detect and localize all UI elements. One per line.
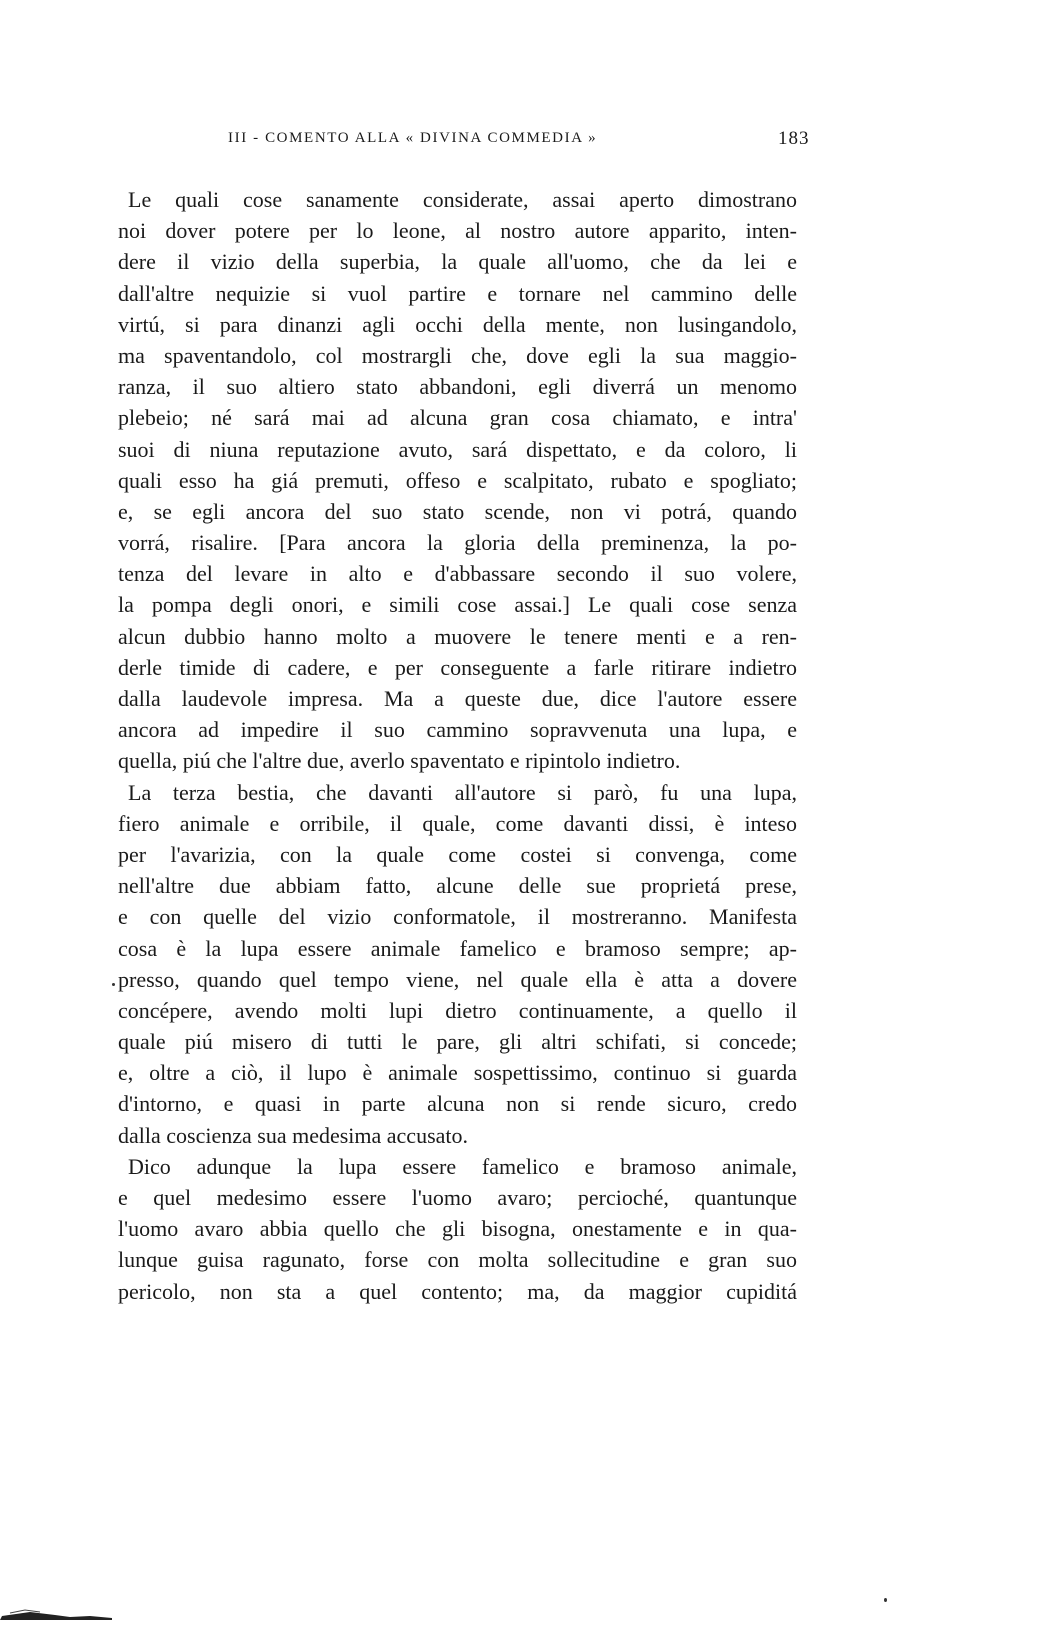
text-line: alcun dubbio hanno molto a muovere le tenere menti e a ren- (118, 623, 797, 649)
text-line: plebeio; né sará mai ad alcuna gran cosa chiamato, e intra' (118, 405, 797, 431)
text-line: ancora ad impedire il suo cammino sopravvenuta una lupa, e (118, 717, 797, 743)
text-line: Le quali cose sanamente considerate, assai aperto dimostrano (128, 187, 797, 212)
text-line: vorrá, risalire. [Para ancora la gloria della preminenza, la po- (118, 530, 797, 556)
text-line: Dico adunque la lupa essere famelico e bramoso animale, (128, 1153, 797, 1179)
text-line: lunque guisa ragunato, forse con molta sollecitudine e gran suo (118, 1247, 797, 1273)
text-line: la pompa degli onori, e simili cose assai.] Le quali cose senza (118, 592, 797, 618)
running-title: III - COMENTO ALLA « DIVINA COMMEDIA » (228, 130, 598, 146)
text-line: fiero animale e orribile, il quale, come davanti dissi, è inteso (118, 810, 797, 836)
text-line: d'intorno, e quasi in parte alcuna non si rende sicuro, credo (118, 1091, 797, 1117)
text-line: dalla laudevole impresa. Ma a queste due, dice l'autore essere (118, 686, 797, 711)
text-line: l'uomo avaro abbia quello che gli bisogna, onestamente e in qua- (118, 1216, 797, 1242)
text-line: tenza del levare in alto e d'abbassare secondo il suo volere, (118, 561, 797, 587)
text-line: ranza, il suo altiero stato abbandoni, egli diverrá un menomo (118, 374, 797, 400)
text-line: dall'altre nequizie si vuol partire e tornare nel cammino delle (118, 280, 797, 306)
print-speck (884, 1598, 887, 1602)
text-line: dalla coscienza sua medesima accusato. (118, 1122, 469, 1148)
text-line: ma spaventandolo, col mostrargli che, dove egli la sua maggio- (118, 342, 797, 368)
text-line: quella, piú che l'altre due, averlo spaventato e ripintolo indietro. (118, 748, 681, 774)
body-text (118, 184, 797, 1307)
text-line: pericolo, non sta a quel contento; ma, da maggior cupiditá (118, 1278, 797, 1304)
text-line: La terza bestia, che davanti all'autore si parò, fu una lupa, (128, 779, 797, 805)
text-line: virtú, si para dinanzi agli occhi della mente, non lusingandolo, (118, 311, 797, 337)
text-line: suoi di niuna reputazione avuto, sará dispettato, e da coloro, li (118, 436, 797, 462)
running-header (0, 130, 1037, 154)
print-speck (112, 983, 115, 986)
text-line: cosa è la lupa essere animale famelico e bramoso sempre; ap- (118, 935, 797, 961)
text-line: e quel medesimo essere l'uomo avaro; percioché, quantunque (118, 1185, 797, 1210)
text-line: e, oltre a ciò, il lupo è animale sospettissimo, continuo si guarda (118, 1060, 797, 1086)
scan-smudge (0, 1606, 115, 1620)
text-line: nell'altre due abbiam fatto, alcune delle sue proprietá prese, (118, 873, 797, 899)
text-line: presso, quando quel tempo viene, nel quale ella è atta a dovere (118, 966, 797, 992)
text-line: e con quelle del vizio conformatole, il mostreranno. Manifesta (118, 904, 797, 930)
text-line: dere il vizio della superbia, la quale all'uomo, che da lei e (118, 249, 797, 275)
text-line: noi dover potere per lo leone, al nostro autore apparito, inten- (118, 218, 797, 244)
page-number: 183 (778, 128, 810, 149)
text-line: concépere, avendo molti lupi dietro continuamente, a quello il (118, 997, 797, 1023)
text-line: quale piú misero di tutti le pare, gli altri schifati, si concede; (118, 1029, 797, 1055)
text-line: quali esso ha giá premuti, offeso e scalpitato, rubato e spogliato; (118, 467, 797, 493)
text-line: derle timide di cadere, e per conseguente a farle ritirare indietro (118, 654, 797, 680)
text-line: e, se egli ancora del suo stato scende, non vi potrá, quando (118, 498, 797, 524)
text-line: per l'avarizia, con la quale come costei si convenga, come (118, 841, 797, 867)
